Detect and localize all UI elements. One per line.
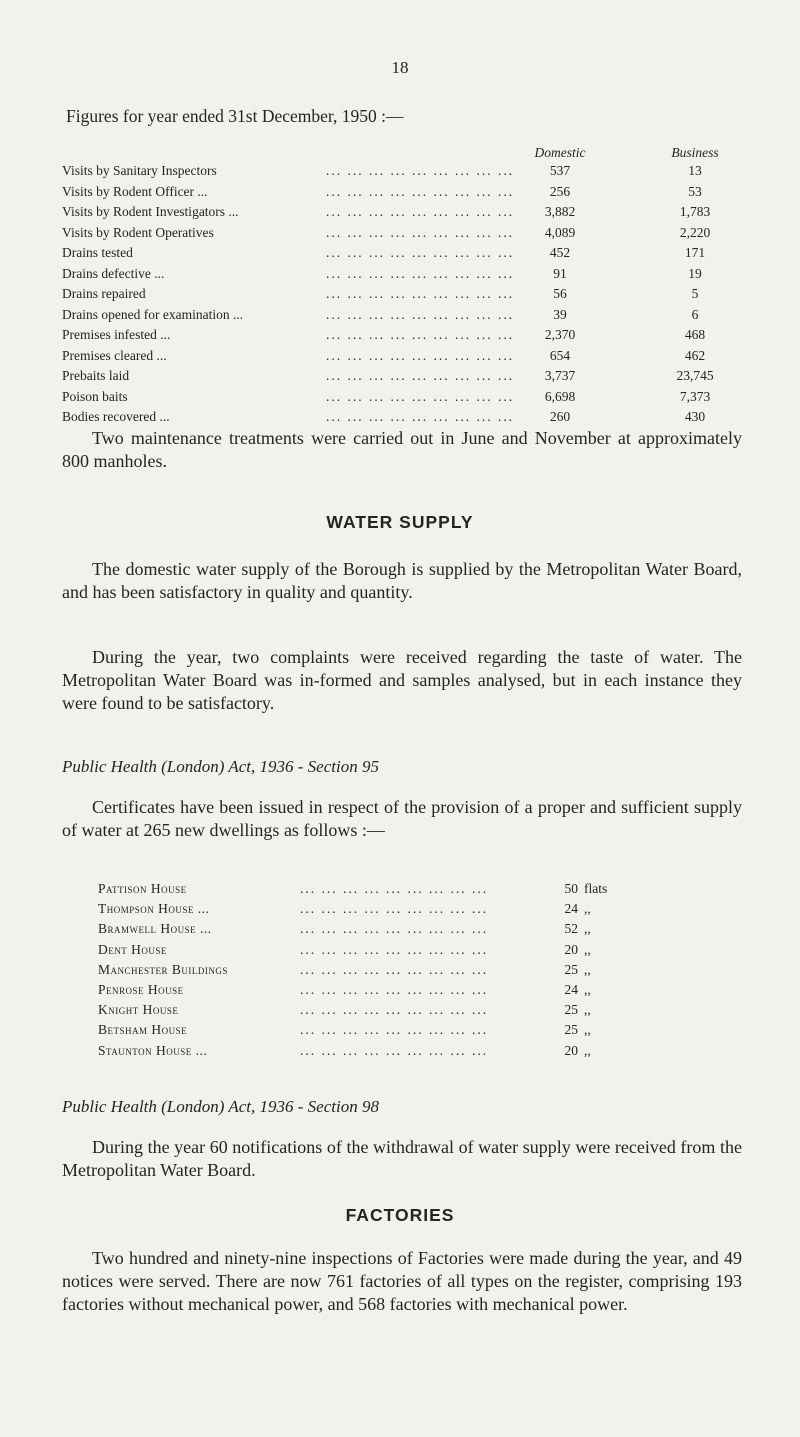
leader-dots: ... ... ... ... ... ... ... ... ... [326,306,515,322]
table-row [0,368,800,389]
leader-dots: ... ... ... ... ... ... ... ... ... [300,901,489,917]
building-name: Dent House [98,941,167,957]
table-row [0,204,800,225]
dwelling-count: 24 [564,981,578,997]
business-value: 13 [688,163,702,178]
leader-dots: ... ... ... ... ... ... ... ... ... [300,961,489,977]
leader-dots: ... ... ... ... ... ... ... ... ... [326,163,515,178]
domestic-value: 39 [553,306,567,322]
dwelling-count: 20 [564,1042,578,1058]
row-label: Drains defective ... [62,265,165,281]
maintenance-paragraph: Two maintenance treatments were carried out in June and November at approximately 800 manholes. [62,428,742,471]
dwelling-count: 25 [564,1022,578,1038]
water-paragraph-2: During the year, two complaints were received regarding the taste of water. The Metropolitan Water Board was in-formed and samples analysed, but in each instance they were found to be satisfactory. [62,647,742,713]
row-label: Premises cleared ... [62,347,167,363]
leader-dots: ... ... ... ... ... ... ... ... ... [326,388,515,404]
domestic-value: 6,698 [544,388,576,404]
row-label: Drains tested [62,245,133,260]
table-row [0,307,800,328]
leader-dots: ... ... ... ... ... ... ... ... ... [326,347,515,363]
factories-paragraph: Two hundred and ninety-nine inspections of Factories were made during the year, and 49 notices were served. There are now 761 factories of all types on the register, comprising 193 factories without mechanical power, and 568 factories with mechanical power. [62,1248,742,1314]
table-row [0,286,800,307]
dwelling-unit: ,, [584,1042,591,1058]
domestic-value: 256 [549,183,571,199]
business-value: 23,745 [676,368,714,383]
dwelling-count: 25 [564,961,578,977]
leader-dots: ... ... ... ... ... ... ... ... ... [326,286,515,301]
inspection-table [0,163,800,430]
list-item [0,1022,800,1042]
leader-dots: ... ... ... ... ... ... ... ... ... [300,921,489,937]
table-row [0,225,800,246]
list-item [0,1002,800,1022]
row-label: Drains opened for examination ... [62,306,244,322]
list-item [0,901,800,921]
list-item [0,982,800,1002]
list-item [0,881,800,901]
list-item [0,962,800,982]
building-name: Staunton House ... [98,1042,208,1058]
building-name: Betsham House [98,1022,188,1038]
list-item [0,942,800,962]
leader-dots: ... ... ... ... ... ... ... ... ... [300,941,489,957]
figures-intro: Figures for year ended 31st December, 1950 :— [66,106,404,126]
row-label: Visits by Rodent Operatives [62,224,214,240]
withdrawal-paragraph: During the year 60 notifications of the withdrawal of water supply were received from the Metropolitan Water Board. [62,1137,742,1180]
building-name: Pattison House [98,881,187,896]
row-label: Visits by Rodent Officer ... [62,183,208,199]
table-row [0,327,800,348]
leader-dots: ... ... ... ... ... ... ... ... ... [326,265,515,281]
business-value: 1,783 [679,204,711,219]
list-item [0,921,800,941]
leader-dots: ... ... ... ... ... ... ... ... ... [326,327,515,342]
act-section-95: Public Health (London) Act, 1936 - Section 95 [62,757,379,776]
business-value: 468 [684,327,706,342]
business-value: 19 [688,265,702,281]
water-paragraph-1: The domestic water supply of the Borough is supplied by the Metropolitan Water Board, and has been satisfactory in quality and quantity. [62,559,742,602]
domestic-value: 260 [549,409,571,424]
domestic-value: 537 [549,163,571,178]
row-label: Drains repaired [62,286,146,301]
row-label: Poison baits [62,388,128,404]
building-name: Knight House [98,1002,179,1018]
water-supply-heading: WATER SUPPLY [326,512,474,532]
business-value: 5 [691,286,699,301]
header-domestic: Domestic [534,145,586,160]
domestic-value: 2,370 [544,327,576,342]
dwelling-unit: ,, [584,921,591,937]
business-value: 430 [684,409,706,424]
list-item [0,1043,800,1063]
leader-dots: ... ... ... ... ... ... ... ... ... [326,183,515,199]
leader-dots: ... ... ... ... ... ... ... ... ... [300,981,489,997]
table-row [0,245,800,266]
table-row [0,266,800,287]
building-name: Penrose House [98,981,184,997]
table-row [0,348,800,369]
dwelling-unit: ,, [584,1002,591,1018]
table-row [0,184,800,205]
leader-dots: ... ... ... ... ... ... ... ... ... [326,368,515,383]
leader-dots: ... ... ... ... ... ... ... ... ... [300,881,489,896]
dwelling-count: 25 [564,1002,578,1018]
dwelling-unit: ,, [584,961,591,977]
dwelling-unit: ,, [584,901,591,917]
dwelling-unit: ,, [584,941,591,957]
domestic-value: 452 [549,245,571,260]
domestic-value: 56 [553,286,567,301]
header-business: Business [671,145,719,160]
domestic-value: 4,089 [544,224,576,240]
building-name: Bramwell House ... [98,921,212,937]
factories-heading: FACTORIES [345,1205,455,1225]
business-value: 53 [688,183,702,199]
certificates-paragraph: Certificates have been issued in respect of the provision of a proper and sufficient supply of water at 265 new dwellings as follows :— [62,797,742,840]
leader-dots: ... ... ... ... ... ... ... ... ... [326,409,515,424]
row-label: Prebaits laid [62,368,130,383]
dwelling-count: 20 [564,941,578,957]
leader-dots: ... ... ... ... ... ... ... ... ... [300,1042,489,1058]
business-value: 6 [691,306,699,322]
table-row [0,389,800,410]
table-row [0,163,800,184]
business-value: 171 [684,245,706,260]
row-label: Premises infested ... [62,327,171,342]
dwelling-count: 52 [564,921,578,937]
building-name: Thompson House ... [98,901,210,917]
business-value: 462 [684,347,706,363]
act-section-98: Public Health (London) Act, 1936 - Section 98 [62,1097,379,1116]
page-number: 18 [391,58,409,77]
leader-dots: ... ... ... ... ... ... ... ... ... [300,1002,489,1018]
dwelling-unit: ,, [584,1022,591,1038]
row-label: Visits by Sanitary Inspectors [62,163,217,178]
row-label: Bodies recovered ... [62,409,170,424]
building-name: Manchester Buildings [98,961,228,977]
domestic-value: 91 [553,265,567,281]
domestic-value: 654 [549,347,571,363]
business-value: 7,373 [679,388,711,404]
business-value: 2,220 [679,224,711,240]
leader-dots: ... ... ... ... ... ... ... ... ... [326,245,515,260]
dwelling-unit: ,, [584,981,591,997]
leader-dots: ... ... ... ... ... ... ... ... ... [300,1022,489,1038]
dwelling-count: 24 [564,901,578,917]
domestic-value: 3,882 [544,204,576,219]
dwellings-list [0,881,800,1063]
dwelling-count: 50 [564,881,578,896]
domestic-value: 3,737 [544,368,576,383]
dwelling-unit: flats [584,881,608,896]
leader-dots: ... ... ... ... ... ... ... ... ... [326,224,515,240]
leader-dots: ... ... ... ... ... ... ... ... ... [326,204,515,219]
row-label: Visits by Rodent Investigators ... [62,204,239,219]
